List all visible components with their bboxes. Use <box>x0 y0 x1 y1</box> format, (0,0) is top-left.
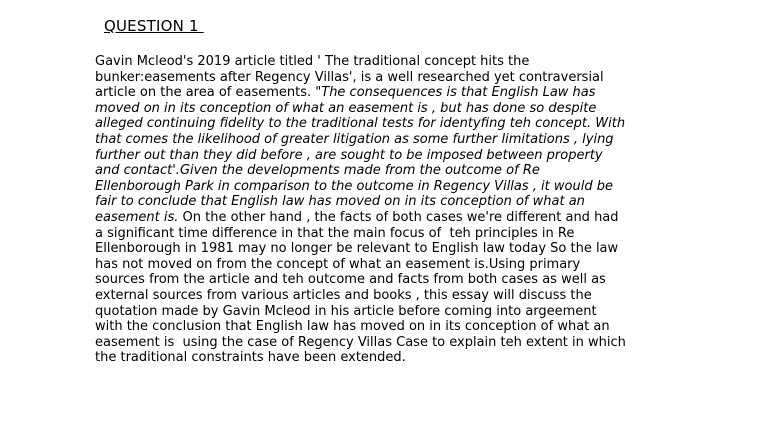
body-text: bunker:easements after Regency Villas', is a well researched yet contraversial <box>95 69 604 85</box>
body-text: On the other hand , the facts of both cases we're different and had <box>178 209 619 225</box>
paragraph-line <box>95 85 784 101</box>
body-text: the traditional constraints have been extended. <box>95 350 406 366</box>
quoted-text: that comes the likelihood of greater litigation as some further limitations , lying <box>95 131 614 147</box>
body-text: Gavin Mcleod's 2019 article titled ' The traditional concept hits the <box>95 54 530 69</box>
quoted-text: easement is. <box>95 209 179 225</box>
paragraph-line <box>95 304 784 320</box>
paragraph-line <box>95 241 784 257</box>
paragraph-line <box>95 257 784 273</box>
paragraph-line <box>95 272 784 288</box>
paragraph-line <box>95 319 784 335</box>
body-text: easement is using the case of Regency Villas Case to explain teh extent in which <box>95 334 626 350</box>
paragraph-line <box>95 194 784 210</box>
quoted-text: alleged continuing fidelity to the traditional tests for identyfing teh concept. With <box>95 116 626 132</box>
quoted-text: Given the developments made from the outcome of Re <box>179 163 540 179</box>
paragraph-line <box>95 132 784 148</box>
quoted-text: Ellenborough Park in comparison to the outcome in Regency Villas , it would be <box>95 178 613 194</box>
paragraph-line <box>95 335 784 351</box>
quoted-text: and contact'. <box>95 163 180 179</box>
paragraph-line <box>95 54 784 70</box>
paragraph-line <box>95 163 784 179</box>
paragraph-line <box>95 70 784 86</box>
paragraph-line <box>95 350 784 366</box>
body-text: a significant time difference in that the main focus of teh principles in Re <box>95 225 575 241</box>
essay-paragraph <box>95 54 784 366</box>
body-text: sources from the article and teh outcome and facts from both cases as well as <box>95 272 606 288</box>
body-text: Ellenborough in 1981 may no longer be relevant to English law today So the law <box>95 241 619 257</box>
paragraph-line <box>95 116 784 132</box>
quoted-text: fair to conclude that English law has moved on in its conception of what an <box>95 194 585 210</box>
body-text: has not moved on from the concept of what an easement is.Using primary <box>95 256 581 272</box>
body-text: quotation made by Gavin Mcleod in his article before coming into argeement <box>95 303 597 319</box>
body-text: external sources from various articles and books , this essay will discuss the <box>95 287 592 303</box>
paragraph-line <box>95 226 784 242</box>
body-text: article on the area of easements. " <box>95 85 322 101</box>
paragraph-line <box>95 210 784 226</box>
quoted-text: moved on in its conception of what an easement is , but has done so despite <box>95 100 597 116</box>
quoted-text: The consequences is that English Law has <box>321 85 596 101</box>
quoted-text: further out than they did before , are sought to be imposed between property <box>95 147 603 163</box>
paragraph-line <box>95 288 784 304</box>
body-text: with the conclusion that English law has moved on in its conception of what an <box>95 319 610 335</box>
paragraph-line <box>95 179 784 195</box>
question-heading: QUESTION 1 <box>104 17 204 35</box>
paragraph-line <box>95 101 784 117</box>
paragraph-line <box>95 148 784 164</box>
